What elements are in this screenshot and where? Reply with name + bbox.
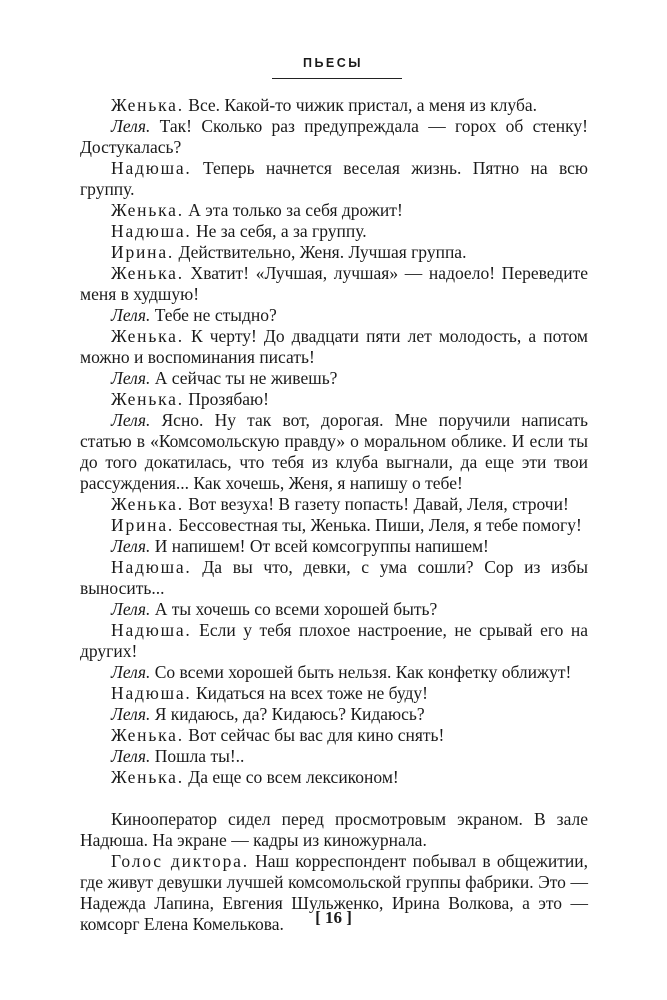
line-text: К черту! До двадцати пяти лет молодость, а потом можно и воспоминания писать! bbox=[80, 326, 588, 367]
speaker-name: Леля. bbox=[111, 116, 151, 136]
speaker-name: Леля. bbox=[111, 746, 151, 766]
header-rule bbox=[272, 78, 402, 79]
speaker-name: Ирина. bbox=[111, 515, 175, 535]
line-text: Бессовестная ты, Женька. Пиши, Леля, я тебе помогу! bbox=[174, 515, 582, 535]
dialogue-line bbox=[80, 158, 588, 200]
running-header: ПЬЕСЫ bbox=[302, 56, 364, 70]
dialogue-line bbox=[80, 200, 588, 221]
speaker-name: Женька. bbox=[111, 494, 184, 514]
line-text: Если у тебя плохое настроение, не срывай его на других! bbox=[80, 620, 588, 661]
speaker-name: Женька. bbox=[111, 263, 184, 283]
paragraph-gap bbox=[80, 788, 588, 809]
line-text: Тебе не стыдно? bbox=[150, 305, 277, 325]
speaker-name: Голос диктора. bbox=[111, 851, 249, 871]
line-text: Ясно. Ну так вот, дорогая. Мне поручили написать статью в «Комсомольскую правду» о моральном облике. И если ты до того докатилась, что тебя из клуба выгнали, да еще эти твои рассуждения... Как хочешь, Женя, я напишу о тебе! bbox=[80, 410, 588, 493]
line-text: Да еще со всем лексиконом! bbox=[183, 767, 399, 787]
line-text: Кинооператор сидел перед просмотровым экраном. В зале Надюша. На экране — кадры из киножурнала. bbox=[80, 809, 588, 850]
line-text: Прозябаю! bbox=[183, 389, 269, 409]
speaker-name: Леля. bbox=[111, 368, 151, 388]
speaker-name: Женька. bbox=[111, 767, 184, 787]
dialogue-line bbox=[80, 620, 588, 662]
page-number: [ 16 ] bbox=[315, 908, 352, 927]
stage-direction bbox=[80, 809, 588, 851]
dialogue-line bbox=[80, 263, 588, 305]
dialogue-line bbox=[80, 725, 588, 746]
line-text: Да вы что, девки, с ума сошли? Сор из избы выносить... bbox=[80, 557, 588, 598]
dialogue-line bbox=[80, 494, 588, 515]
line-text: Так! Сколько раз предупреждала — горох об стенку! Достукалась? bbox=[80, 116, 588, 157]
dialogue-line bbox=[80, 242, 588, 263]
dialogue-line bbox=[80, 557, 588, 599]
line-text: Я кидаюсь, да? Кидаюсь? Кидаюсь? bbox=[150, 704, 425, 724]
dialogue-line bbox=[80, 599, 588, 620]
line-text: Наш корреспондент побывал в общежитии, где живут девушки лучшей комсомольской группы фабрики. Это — Надежда Лапина, Евгения Шульженко, Ирина Волкова, а это — комсорг Елена Комелькова. bbox=[80, 851, 588, 934]
dialogue-line bbox=[80, 683, 588, 704]
dialogue-line bbox=[80, 368, 588, 389]
speaker-name: Леля. bbox=[111, 410, 151, 430]
speaker-name: Леля. bbox=[111, 599, 151, 619]
speaker-name: Леля. bbox=[111, 704, 151, 724]
line-text: Пошла ты!.. bbox=[150, 746, 245, 766]
speaker-name: Надюша. bbox=[111, 221, 192, 241]
dialogue-line bbox=[80, 95, 588, 116]
speaker-name: Леля. bbox=[111, 536, 151, 556]
speaker-name: Женька. bbox=[111, 389, 184, 409]
line-text: Теперь начнется веселая жизнь. Пятно на всю группу. bbox=[80, 158, 588, 199]
line-text: А эта только за себя дрожит! bbox=[183, 200, 403, 220]
dialogue-line bbox=[80, 389, 588, 410]
speaker-name: Надюша. bbox=[111, 683, 192, 703]
line-text: Действительно, Женя. Лучшая группа. bbox=[174, 242, 467, 262]
dialogue-line bbox=[80, 410, 588, 494]
line-text: И напишем! От всей комсогруппы напишем! bbox=[150, 536, 489, 556]
speaker-name: Женька. bbox=[111, 326, 184, 346]
dialogue-line bbox=[80, 221, 588, 242]
dialogue-line bbox=[80, 767, 588, 788]
speaker-name: Надюша. bbox=[111, 620, 192, 640]
speaker-name: Надюша. bbox=[111, 158, 192, 178]
page-body bbox=[80, 95, 588, 935]
speaker-name: Ирина. bbox=[111, 242, 175, 262]
speaker-name: Женька. bbox=[111, 95, 184, 115]
line-text: Хватит! «Лучшая, лучшая» — надоело! Переведите меня в худшую! bbox=[80, 263, 588, 304]
speaker-name: Женька. bbox=[111, 725, 184, 745]
speaker-name: Женька. bbox=[111, 200, 184, 220]
dialogue-line bbox=[80, 305, 588, 326]
line-text: Вот сейчас бы вас для кино снять! bbox=[183, 725, 445, 745]
dialogue-line bbox=[80, 662, 588, 683]
dialogue-line bbox=[80, 746, 588, 767]
dialogue-line bbox=[80, 536, 588, 557]
dialogue-line bbox=[80, 704, 588, 725]
line-text: Не за себя, а за группу. bbox=[191, 221, 367, 241]
speaker-name: Надюша. bbox=[111, 557, 192, 577]
line-text: А ты хочешь со всеми хорошей быть? bbox=[150, 599, 438, 619]
speaker-name: Леля. bbox=[111, 662, 151, 682]
line-text: А сейчас ты не живешь? bbox=[150, 368, 338, 388]
line-text: Вот везуха! В газету попасть! Давай, Леля, строчи! bbox=[183, 494, 569, 514]
line-text: Кидаться на всех тоже не буду! bbox=[191, 683, 428, 703]
dialogue-line bbox=[80, 326, 588, 368]
dialogue-line bbox=[80, 116, 588, 158]
line-text: Со всеми хорошей быть нельзя. Как конфетку оближут! bbox=[150, 662, 572, 682]
speaker-name: Леля. bbox=[111, 305, 151, 325]
line-text: Все. Какой-то чижик пристал, а меня из клуба. bbox=[183, 95, 537, 115]
dialogue-line bbox=[80, 515, 588, 536]
